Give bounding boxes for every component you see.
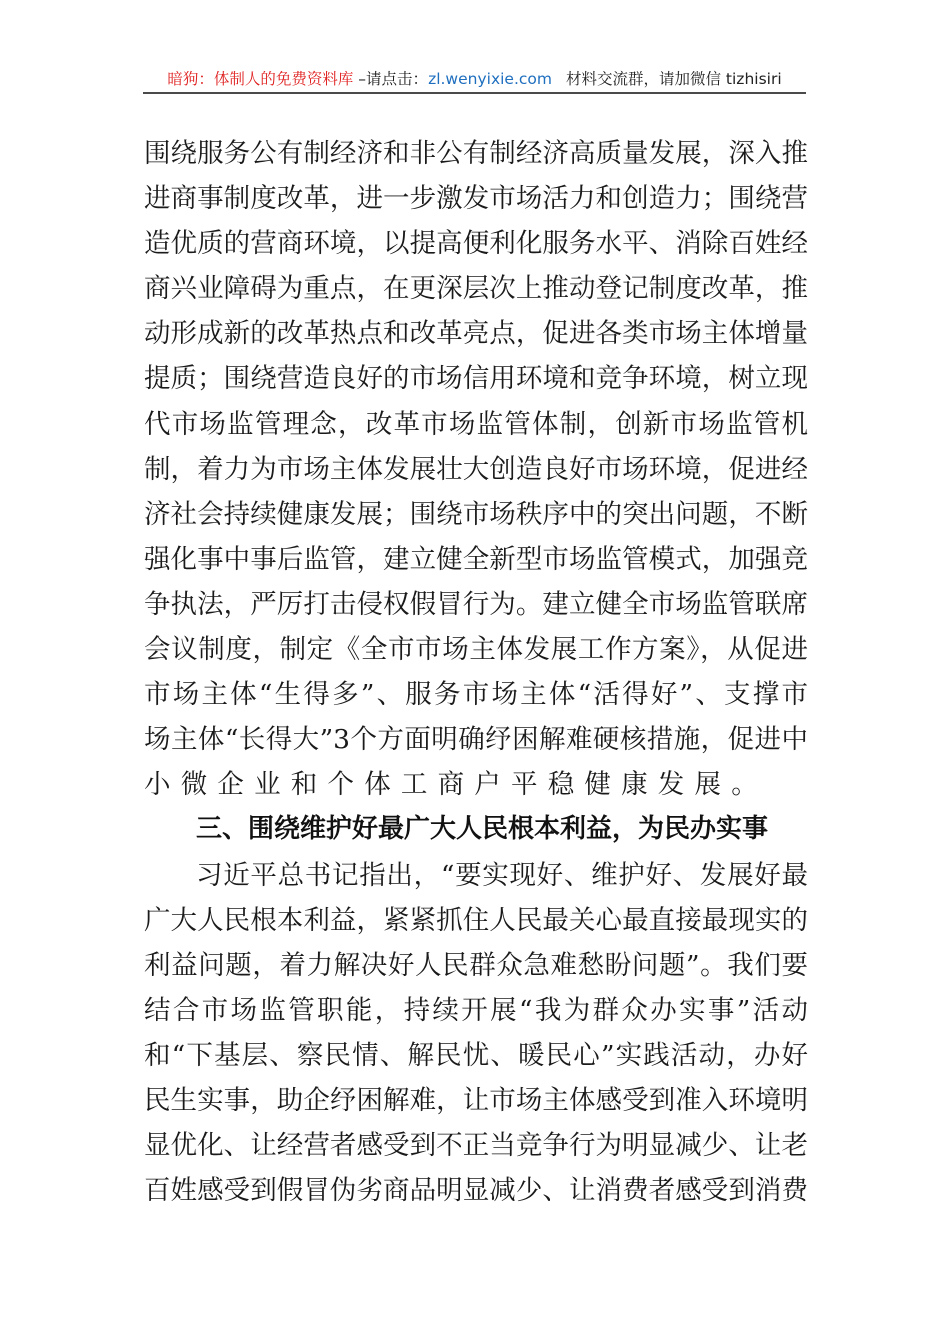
section-heading: 三、围绕维护好最广大人民根本利益，为民办实事	[196, 814, 769, 845]
text-line: 市场主体“生得多”、服务市场主体“活得好”、支撑市	[144, 679, 808, 711]
text-line: 广大人民根本利益，紧紧抓住人民最关心最直接最现实的	[144, 904, 808, 936]
text-line: 动形成新的改革热点和改革亮点，促进各类市场主体增量	[144, 318, 808, 350]
paragraph-2	[144, 853, 808, 1214]
text-line: 强化事中事后监管，建立健全新型市场监管模式，加强竞	[144, 543, 808, 575]
document-body	[144, 131, 808, 1213]
text-line: 百姓感受到假冒伪劣商品明显减少、让消费者感受到消费	[144, 1175, 808, 1207]
text-line: 商兴业障碍为重点，在更深层次上推动登记制度改革，推	[144, 273, 808, 305]
text-line: 显优化、让经营者感受到不正当竞争行为明显减少、让老	[144, 1130, 808, 1162]
text-line: 会议制度，制定《全市市场主体发展工作方案》，从促进	[144, 634, 808, 666]
header-click-prompt: –请点击：	[353, 70, 429, 88]
header-url-link[interactable]: zl.wenyixie.com	[428, 70, 552, 88]
text-line: 场主体“长得大”3个方面明确纾困解难硬核措施，促进中	[144, 724, 808, 756]
page-header	[143, 66, 806, 94]
text-line: 代市场监管理念，改革市场监管体制，创新市场监管机	[144, 408, 808, 440]
text-line: 习近平总书记指出，“要实现好、维护好、发展好最	[196, 859, 808, 891]
paragraph-1	[144, 131, 808, 807]
text-line: 争执法，严厉打击侵权假冒行为。建立健全市场监管联席	[144, 588, 808, 620]
text-line: 济社会持续健康发展；围绕市场秩序中的突出问题，不断	[144, 498, 808, 530]
header-brand: 暗狗：体制人的免费资料库	[167, 70, 354, 88]
text-line: 民生实事，助企纾困解难，让市场主体感受到准入环境明	[144, 1084, 808, 1116]
text-line: 造优质的营商环境，以提高便利化服务水平、消除百姓经	[144, 228, 808, 260]
text-line: 小微企业和个体工商户平稳健康发展。	[144, 769, 768, 801]
text-line: 利益问题，着力解决好人民群众急难愁盼问题”。我们要	[144, 949, 808, 981]
header-contact: 材料交流群，请加微信 tizhisiri	[566, 70, 782, 88]
text-line: 制，着力为市场主体发展壮大创造良好市场环境，促进经	[144, 453, 808, 485]
text-line: 提质；围绕营造良好的市场信用环境和竞争环境，树立现	[144, 363, 808, 395]
text-line: 和“下基层、察民情、解民忧、暖民心”实践活动，办好	[144, 1039, 808, 1071]
text-line: 结合市场监管职能，持续开展“我为群众办实事”活动	[144, 994, 808, 1026]
text-line: 进商事制度改革，进一步激发市场活力和创造力；围绕营	[144, 183, 808, 215]
text-line: 围绕服务公有制经济和非公有制经济高质量发展，深入推	[144, 138, 808, 169]
